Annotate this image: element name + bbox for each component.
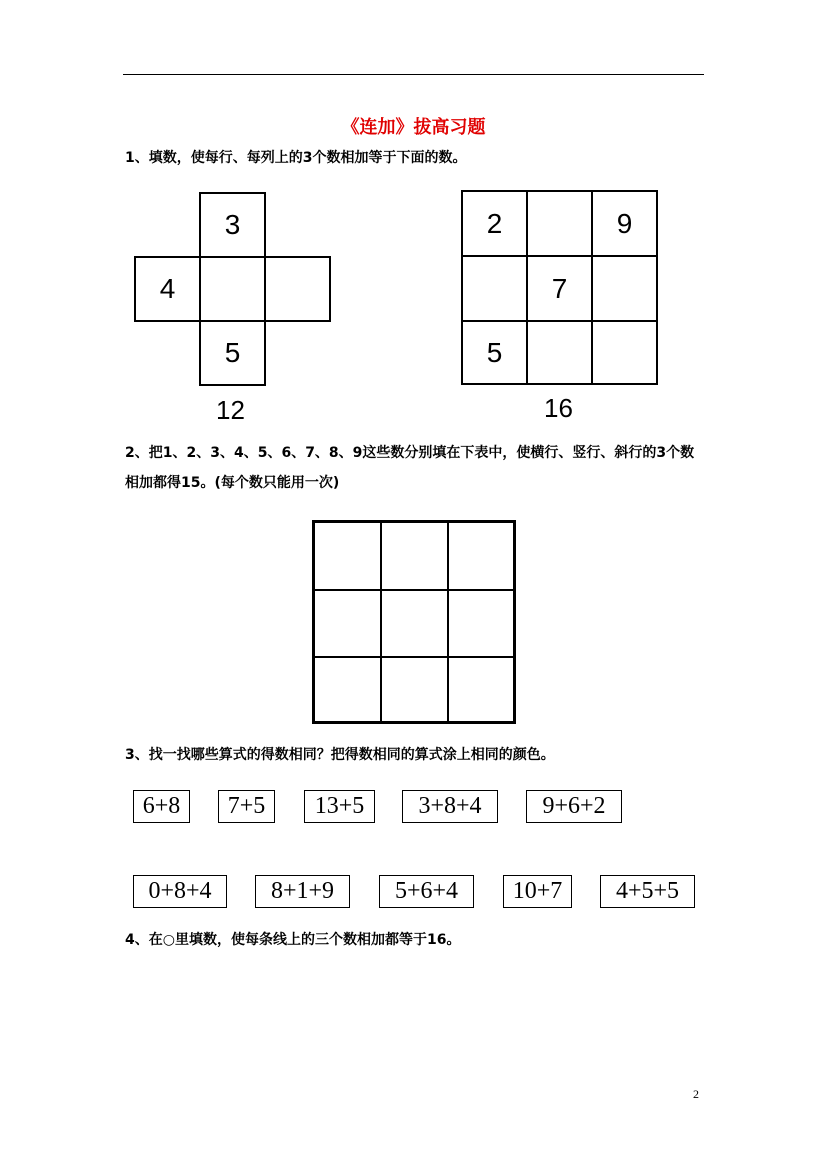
cross-cell-center[interactable] xyxy=(199,256,266,322)
cross-cell-left[interactable]: 4 xyxy=(134,256,201,322)
header-rule xyxy=(123,74,704,75)
page-number: 2 xyxy=(693,1087,699,1101)
cross-sum-label: 12 xyxy=(216,395,245,425)
expression-box[interactable]: 7+5 xyxy=(218,790,275,823)
question-1-text: 1、填数，使每行、每列上的3个数相加等于下面的数。 xyxy=(125,150,467,166)
expression-box[interactable]: 10+7 xyxy=(503,875,572,908)
question-2-line-1: 2、把1、2、3、4、5、6、7、8、9这些数分别填在下表中，使横行、竖行、斜行的3个数 xyxy=(125,445,695,461)
square-cell-r1c2[interactable] xyxy=(526,190,593,257)
cross-cell-bottom[interactable]: 5 xyxy=(199,320,266,386)
expression-box[interactable]: 13+5 xyxy=(304,790,375,823)
expression-box[interactable]: 6+8 xyxy=(133,790,190,823)
expression-box[interactable]: 9+6+2 xyxy=(526,790,622,823)
question-2-line-2: 相加都得15。(每个数只能用一次) xyxy=(125,475,340,491)
cross-cell-top[interactable]: 3 xyxy=(199,192,266,258)
square-cell-r3c3[interactable] xyxy=(591,320,658,385)
expression-box[interactable]: 4+5+5 xyxy=(600,875,695,908)
question-4-text: 4、在○里填数，使每条线上的三个数相加都等于16。 xyxy=(125,932,461,948)
square-cell-r2c2[interactable]: 7 xyxy=(526,255,593,322)
cross-cell-right[interactable] xyxy=(264,256,331,322)
square-cell-r2c3[interactable] xyxy=(591,255,658,322)
square-sum-label: 16 xyxy=(544,393,573,423)
expression-box[interactable]: 3+8+4 xyxy=(402,790,498,823)
expression-box[interactable]: 8+1+9 xyxy=(255,875,350,908)
grid-line-h2 xyxy=(315,656,513,658)
grid-line-h1 xyxy=(315,589,513,591)
square-cell-r2c1[interactable] xyxy=(461,255,528,322)
expression-box[interactable]: 0+8+4 xyxy=(133,875,227,908)
expression-box[interactable]: 5+6+4 xyxy=(379,875,474,908)
square-cell-r1c1[interactable]: 2 xyxy=(461,190,528,257)
square-cell-r1c3[interactable]: 9 xyxy=(591,190,658,257)
square-cell-r3c2[interactable] xyxy=(526,320,593,385)
square-cell-r3c1[interactable]: 5 xyxy=(461,320,528,385)
grid-line-v1 xyxy=(380,523,382,721)
page-title: 《连加》拔高习题 xyxy=(341,117,486,138)
grid-line-v2 xyxy=(447,523,449,721)
question-3-text: 3、找一找哪些算式的得数相同？把得数相同的算式涂上相同的颜色。 xyxy=(125,747,555,763)
magic-square-grid[interactable] xyxy=(312,520,516,724)
